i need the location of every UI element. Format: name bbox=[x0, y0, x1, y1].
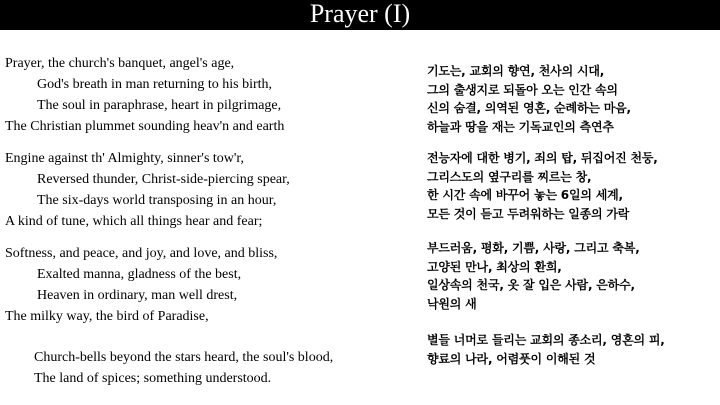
english-line: Prayer, the church's banquet, angel's age, bbox=[5, 56, 235, 71]
korean-line: 모든 것이 듣고 두려워하는 일종의 가락 bbox=[427, 206, 630, 221]
english-line: The six-days world transposing in an hour, bbox=[37, 193, 277, 208]
english-line: Heaven in ordinary, man well drest, bbox=[37, 288, 238, 303]
korean-line: 고양된 만나, 최상의 환희, bbox=[427, 259, 562, 274]
stanza-gap bbox=[427, 136, 717, 149]
english-line: Engine against th' Almighty, sinner's tow'r, bbox=[5, 151, 245, 166]
english-line: The soul in paraphrase, heart in pilgrimage, bbox=[37, 98, 282, 113]
korean-line: 그리스도의 옆구리를 찌르는 창, bbox=[427, 169, 592, 184]
korean-line: 전능자에 대한 병기, 죄의 탑, 뒤집어진 천둥, bbox=[427, 151, 658, 165]
korean-poem bbox=[427, 62, 717, 368]
english-line: The milky way, the bird of Paradise, bbox=[5, 309, 209, 324]
korean-line: 향료의 나라, 어렴풋이 이해된 것 bbox=[427, 351, 596, 366]
english-line: God's breath in man returning to his birth, bbox=[37, 77, 273, 92]
stanza-gap bbox=[5, 137, 405, 148]
stanza-gap bbox=[5, 327, 405, 347]
slide-title: Prayer (I) bbox=[309, 0, 411, 28]
korean-line: 하늘과 땅을 재는 기독교인의 측연추 bbox=[427, 119, 614, 134]
english-line: The Christian plummet sounding heav'n and earth bbox=[5, 119, 285, 134]
korean-line: 기도는, 교회의 향연, 천사의 시대, bbox=[427, 64, 605, 78]
english-line: Softness, and peace, and joy, and love, and bliss, bbox=[5, 246, 278, 261]
korean-line: 일상속의 천국, 옷 잘 입은 사람, 은하수, bbox=[427, 278, 635, 292]
korean-line: 한 시간 속에 바꾸어 놓는 6일의 세계, bbox=[427, 188, 623, 202]
stanza-gap bbox=[5, 232, 405, 243]
title-bar bbox=[0, 0, 720, 30]
korean-line: 별들 너머로 들리는 교회의 종소리, 영혼의 피, bbox=[427, 333, 665, 347]
english-line: Exalted manna, gladness of the best, bbox=[37, 267, 242, 282]
korean-line: 낙원의 새 bbox=[427, 296, 477, 311]
english-line: The land of spices; something understood. bbox=[34, 371, 272, 386]
english-line: Church-bells beyond the stars heard, the soul's blood, bbox=[34, 350, 334, 365]
english-line: Reversed thunder, Christ-side-piercing spear, bbox=[37, 172, 290, 187]
stanza-gap bbox=[427, 313, 717, 331]
korean-line: 부드러움, 평화, 기쁨, 사랑, 그리고 축복, bbox=[427, 241, 640, 255]
korean-line: 신의 숨결, 의역된 영혼, 순례하는 마음, bbox=[427, 101, 631, 115]
english-line: A kind of tune, which all things hear and fear; bbox=[5, 214, 263, 229]
stanza-gap bbox=[427, 223, 717, 239]
korean-line: 그의 출생지로 되돌아 오는 인간 속의 bbox=[427, 82, 618, 97]
english-poem bbox=[5, 53, 405, 389]
